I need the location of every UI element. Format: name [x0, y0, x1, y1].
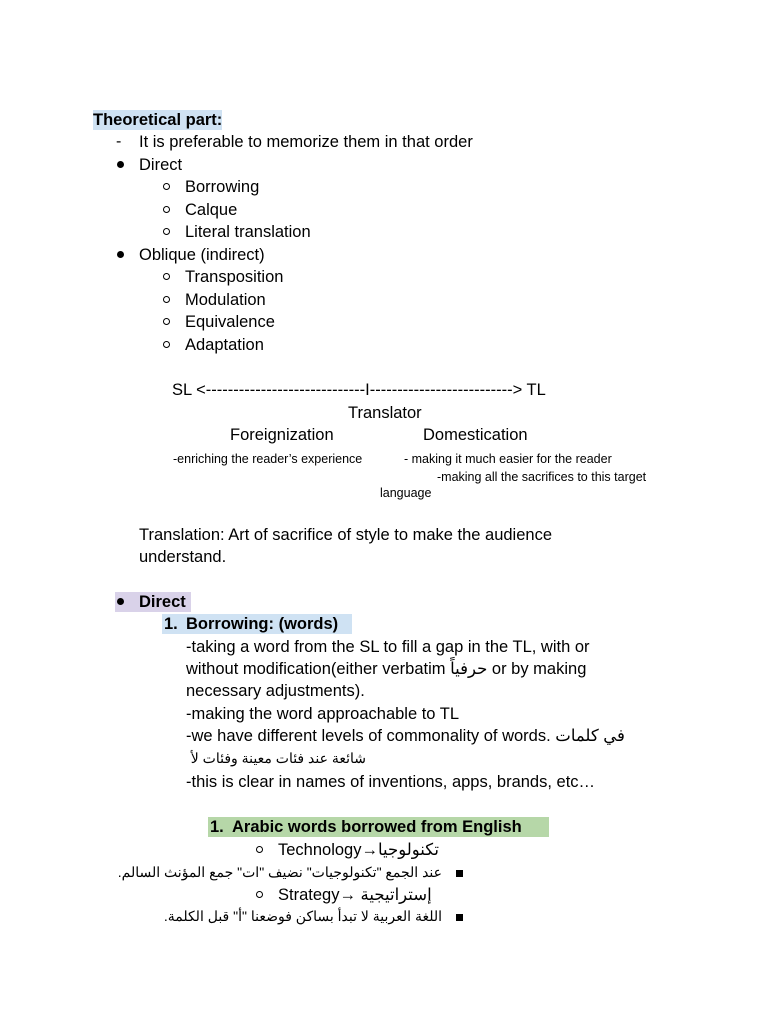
circle-bullet-icon: [163, 206, 170, 213]
list-item: Borrowing: [185, 178, 260, 196]
list-item: Literal translation: [185, 223, 311, 241]
list-item: Modulation: [185, 291, 266, 309]
list-number: 1.: [210, 818, 224, 836]
diagram-left-note: -enriching the reader’s experience: [173, 452, 363, 466]
body-line-arabic: شائعة عند فئات معينة وفئات لأ: [190, 750, 366, 766]
body-line: -making the word approachable to TL: [186, 705, 460, 723]
list-item: Calque: [185, 201, 238, 219]
subheading-borrowing: Borrowing: (words): [186, 615, 339, 633]
subheading-arabic-words: Arabic words borrowed from English: [232, 818, 522, 836]
body-line: without modification(either verbatim حرفياً or by making: [186, 660, 587, 678]
diagram-right-note: -making all the sacrifices to this target: [437, 470, 647, 484]
list-item: Technology→تكنولوجيا: [278, 841, 439, 859]
dash-marker: -: [116, 133, 122, 150]
body-line: -this is clear in names of inventions, apps, brands, etc…: [186, 773, 596, 791]
square-bullet-icon: [456, 914, 463, 921]
square-bullet-icon: [456, 870, 463, 877]
note-text: It is preferable to memorize them in that order: [139, 133, 473, 151]
bullet-icon: [117, 598, 124, 605]
circle-bullet-icon: [256, 846, 263, 853]
diagram-right-label: Domestication: [423, 426, 528, 444]
list-item: Strategy→ إستراتيجية: [278, 886, 432, 904]
list-item-oblique: Oblique (indirect): [139, 246, 265, 264]
list-number: 1.: [164, 615, 178, 633]
definition-text: Translation: Art of sacrifice of style to make the audience: [139, 526, 553, 544]
section-heading-theoretical: Theoretical part:: [93, 111, 223, 129]
definition-text: understand.: [139, 548, 227, 566]
section-heading-direct: Direct: [139, 593, 186, 611]
diagram-center-label: Translator: [348, 404, 422, 422]
body-line: necessary adjustments).: [186, 682, 365, 700]
diagram-right-note: - making it much easier for the reader: [404, 452, 612, 466]
note-arabic: اللغة العربية لا تبدأ بساكن فوضعنا "أ" قبل الكلمة.: [163, 908, 442, 924]
list-item-direct: Direct: [139, 156, 183, 174]
circle-bullet-icon: [163, 183, 170, 190]
diagram-right-note: language: [380, 486, 432, 500]
circle-bullet-icon: [163, 341, 170, 348]
list-item: Transposition: [185, 268, 284, 286]
note-arabic: عند الجمع "تكنولوجيات" نضيف "ات" جمع المؤنث السالم.: [117, 864, 442, 880]
body-line: -we have different levels of commonality of words. في كلمات: [186, 727, 625, 745]
list-item: Adaptation: [185, 336, 264, 354]
circle-bullet-icon: [256, 891, 263, 898]
circle-bullet-icon: [163, 273, 170, 280]
bullet-icon: [117, 161, 124, 168]
circle-bullet-icon: [163, 318, 170, 325]
circle-bullet-icon: [163, 296, 170, 303]
diagram-axis: SL <-----------------------------I--------------------------> TL: [172, 381, 546, 399]
bullet-icon: [117, 251, 124, 258]
body-line: -taking a word from the SL to fill a gap in the TL, with or: [186, 638, 590, 656]
diagram-left-label: Foreignization: [230, 426, 334, 444]
list-item: Equivalence: [185, 313, 275, 331]
circle-bullet-icon: [163, 228, 170, 235]
